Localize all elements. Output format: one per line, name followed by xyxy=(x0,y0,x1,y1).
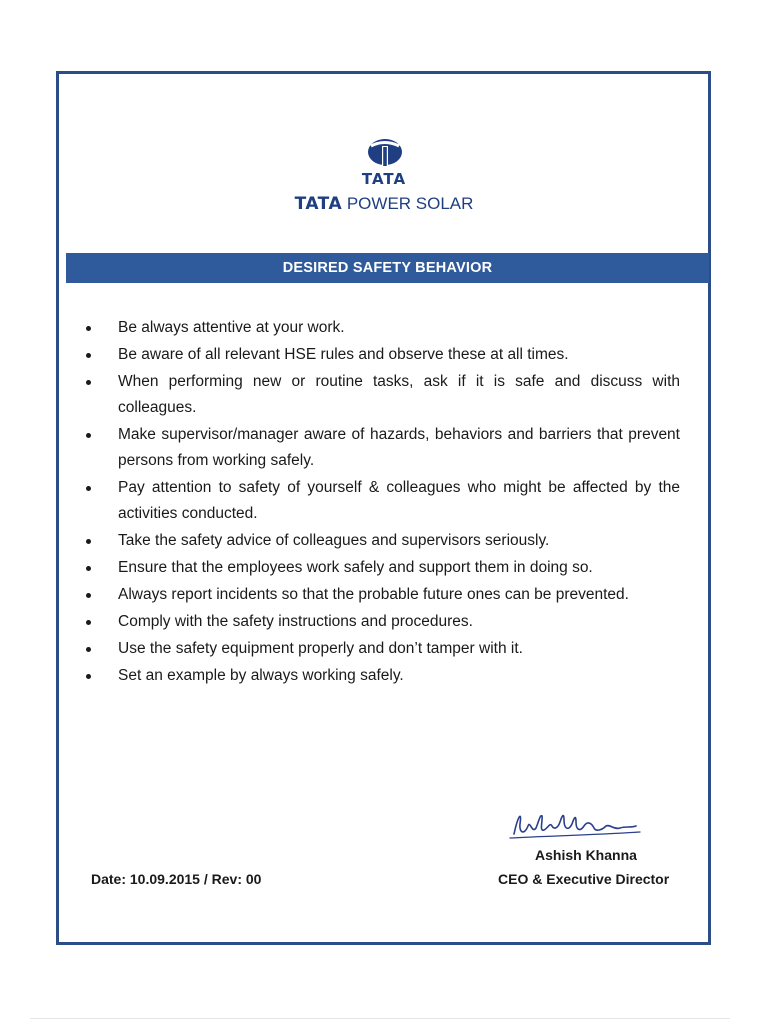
list-item xyxy=(80,636,680,662)
company-name xyxy=(0,194,768,214)
list-item-text: When performing new or routine tasks, ask if it is safe and discuss with colleagues. xyxy=(118,373,680,416)
list-item-text: Take the safety advice of colleagues and supervisors seriously. xyxy=(118,532,550,549)
company-name-bold: TATA xyxy=(294,194,343,214)
bullet-icon xyxy=(86,620,91,625)
list-item xyxy=(80,342,680,368)
list-item-text: Be aware of all relevant HSE rules and observe these at all times. xyxy=(118,346,569,363)
list-item xyxy=(80,555,680,581)
signatory-title: CEO & Executive Director xyxy=(498,871,670,887)
bullet-icon xyxy=(86,593,91,598)
signatory-name: Ashish Khanna xyxy=(535,847,637,863)
list-item-text: Make supervisor/manager aware of hazards, behaviors and barriers that prevent persons from working safely. xyxy=(118,426,680,469)
list-item xyxy=(80,315,680,341)
bullet-icon xyxy=(86,647,91,652)
list-item xyxy=(80,609,680,635)
bullet-icon xyxy=(86,380,91,385)
bullet-icon xyxy=(86,539,91,544)
list-item-text: Use the safety equipment properly and don’t tamper with it. xyxy=(118,640,523,657)
list-item xyxy=(80,475,680,527)
bullet-icon xyxy=(86,353,91,358)
list-item-text: Be always attentive at your work. xyxy=(118,319,345,336)
list-item-text: Set an example by always working safely. xyxy=(118,667,404,684)
bullet-icon xyxy=(86,433,91,438)
behavior-list xyxy=(80,315,680,690)
handwritten-signature xyxy=(506,806,646,846)
bullet-icon xyxy=(86,326,91,331)
bullet-icon xyxy=(86,486,91,491)
section-banner xyxy=(66,253,709,283)
bullet-icon xyxy=(86,674,91,679)
list-item xyxy=(80,422,680,474)
tata-wordmark: TATA xyxy=(361,170,407,188)
date-revision: Date: 10.09.2015 / Rev: 00 xyxy=(91,871,262,887)
company-name-rest: POWER SOLAR xyxy=(342,194,474,213)
list-item-text: Ensure that the employees work safely and support them in doing so. xyxy=(118,559,593,576)
list-item xyxy=(80,582,680,608)
tata-logo-icon xyxy=(365,137,405,167)
list-item xyxy=(80,663,680,689)
list-item-text: Pay attention to safety of yourself & colleagues who might be affected by the activities conducted. xyxy=(118,479,680,522)
list-item xyxy=(80,369,680,421)
list-item-text: Comply with the safety instructions and procedures. xyxy=(118,613,473,630)
list-item xyxy=(80,528,680,554)
list-item-text: Always report incidents so that the probable future ones can be prevented. xyxy=(118,586,629,603)
banner-title: DESIRED SAFETY BEHAVIOR xyxy=(282,260,493,276)
bullet-icon xyxy=(86,566,91,571)
scan-edge-line xyxy=(30,1018,730,1019)
